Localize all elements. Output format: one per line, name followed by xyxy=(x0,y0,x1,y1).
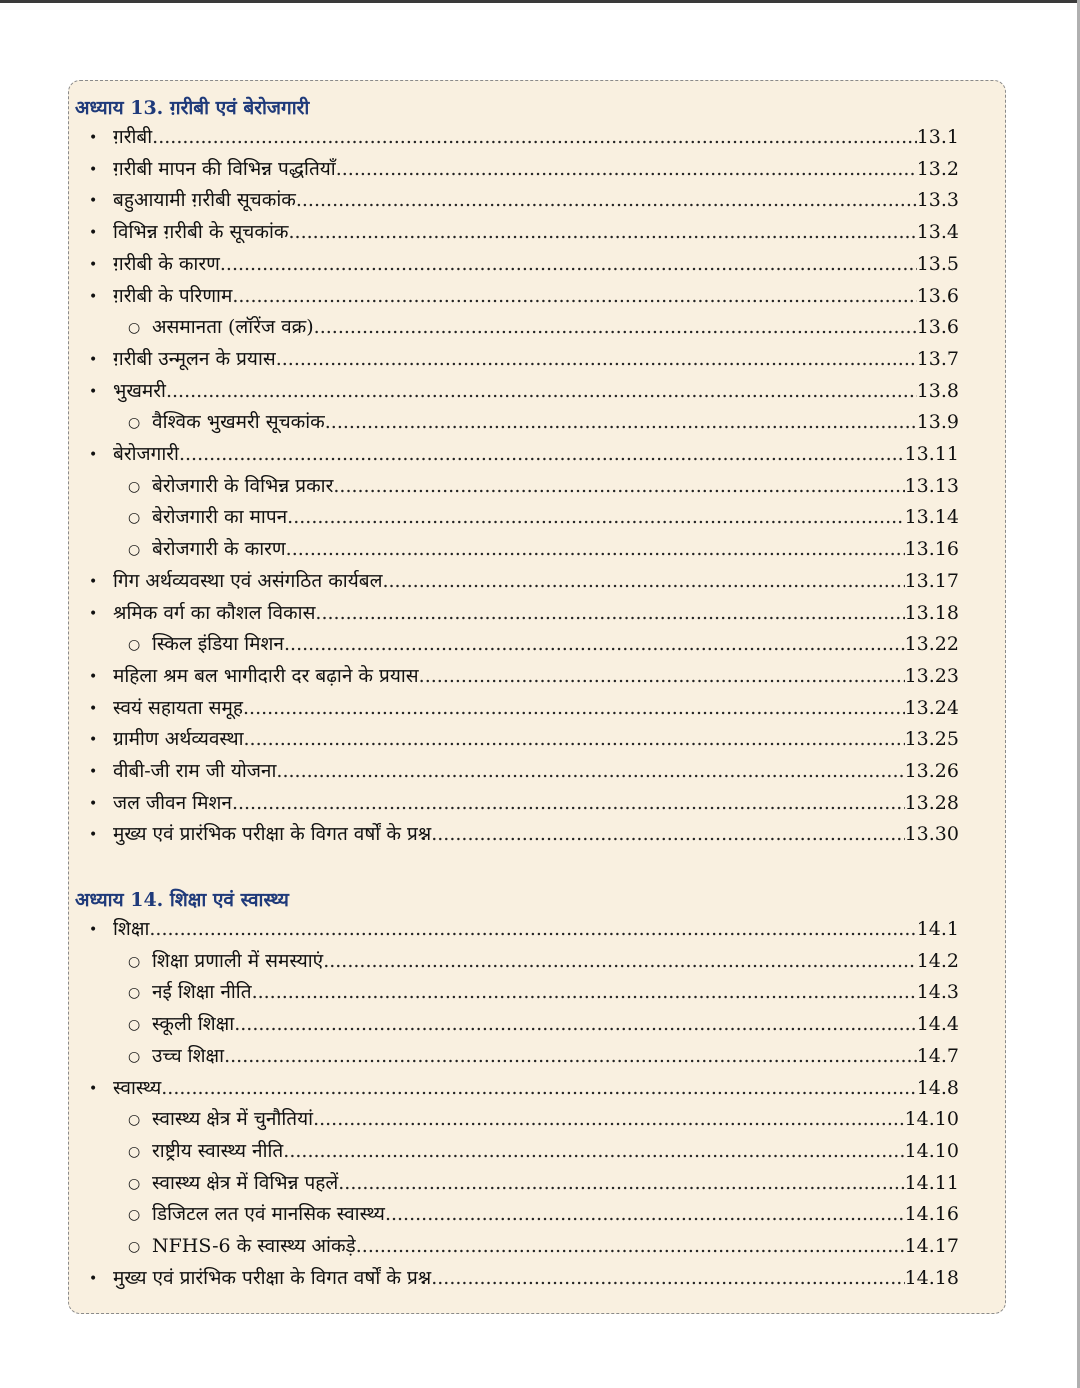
toc-page-number: 13.22 xyxy=(904,633,959,656)
toc-entry-label: मुख्य एवं प्रारंभिक परीक्षा के विगत वर्षों के प्रश्न xyxy=(113,1266,432,1289)
toc-entry[interactable] xyxy=(152,977,959,1009)
toc-entry[interactable] xyxy=(113,819,959,851)
toc-entry[interactable] xyxy=(152,1136,959,1168)
hollow-circle-icon: ○ xyxy=(128,985,141,1002)
toc-page-number: 14.17 xyxy=(904,1235,959,1257)
hollow-circle-icon: ○ xyxy=(128,1048,141,1065)
toc-entry-label: बेरोजगारी के विभिन्न प्रकार xyxy=(152,474,334,497)
hollow-circle-icon: ○ xyxy=(128,1175,141,1192)
bullet-icon: • xyxy=(89,161,98,178)
toc-entry-label: स्वास्थ्य xyxy=(113,1076,162,1099)
dot-leader xyxy=(333,471,904,503)
bullet-icon: • xyxy=(89,447,98,463)
toc-page-number: 14.8 xyxy=(916,1076,959,1099)
toc-entry[interactable] xyxy=(113,724,959,756)
toc-entry-label: स्कूली शिक्षा xyxy=(152,1013,235,1036)
dot-leader xyxy=(252,977,917,1009)
toc-entry-label: शिक्षा xyxy=(113,918,150,940)
toc-entry-label: डिजिटल लत एवं मानसिक स्वास्थ्य xyxy=(152,1203,385,1226)
toc-page-number: 13.5 xyxy=(916,252,959,275)
toc-entry-label: उच्च शिक्षा xyxy=(152,1044,225,1067)
dot-leader xyxy=(152,122,917,154)
toc-page-number: 14.7 xyxy=(916,1044,959,1067)
toc-entry-label: असमानता (लॉरेंज वक्र) xyxy=(152,316,314,339)
dot-leader xyxy=(296,185,917,217)
toc-entry-label: मुख्य एवं प्रारंभिक परीक्षा के विगत वर्षों के प्रश्न xyxy=(113,823,432,846)
bullet-icon: • xyxy=(89,700,98,717)
toc-page-number: 13.26 xyxy=(904,760,959,782)
toc-page-number: 14.4 xyxy=(916,1013,959,1036)
toc-entry[interactable] xyxy=(152,1199,959,1231)
bullet-icon: • xyxy=(89,256,98,273)
toc-entry-label: ग़रीबी मापन की विभिन्न पद्धतियाँ xyxy=(113,157,336,180)
toc-page-number: 14.3 xyxy=(916,981,959,1004)
toc-page-number: 13.16 xyxy=(904,538,959,561)
hollow-circle-icon: ○ xyxy=(128,510,141,527)
toc-entry[interactable] xyxy=(113,1073,959,1105)
toc-page-number: 13.30 xyxy=(904,823,959,846)
dot-leader xyxy=(431,819,904,851)
toc-page-number: 13.1 xyxy=(916,126,959,148)
toc-entry[interactable] xyxy=(152,629,959,661)
toc-entry-label: महिला श्रम बल भागीदारी दर बढ़ाने के प्रयास xyxy=(113,664,419,687)
dot-leader xyxy=(276,344,917,376)
toc-entry[interactable] xyxy=(152,946,959,978)
hollow-circle-icon: ○ xyxy=(128,1239,141,1255)
bullet-icon: • xyxy=(89,1080,98,1097)
dot-leader xyxy=(323,946,917,978)
toc-page-number: 14.2 xyxy=(916,949,959,972)
bullet-icon: • xyxy=(89,193,98,210)
hollow-circle-icon: ○ xyxy=(128,542,141,559)
toc-entry[interactable] xyxy=(113,154,959,186)
bullet-icon: • xyxy=(89,764,98,780)
toc-entry-label: स्वास्थ्य क्षेत्र में विभिन्न पहलें xyxy=(152,1171,339,1194)
table-of-contents xyxy=(68,80,1006,1314)
bullet-icon: • xyxy=(89,922,98,938)
hollow-circle-icon: ○ xyxy=(128,953,141,970)
toc-page-number: 14.18 xyxy=(904,1266,959,1289)
toc-entry[interactable] xyxy=(113,249,959,281)
toc-entry-label: बेरोजगारी के कारण xyxy=(152,538,286,561)
toc-entry[interactable] xyxy=(152,1104,959,1136)
bullet-icon: • xyxy=(89,573,98,590)
toc-entry[interactable] xyxy=(113,598,959,630)
toc-page-number: 13.6 xyxy=(916,284,959,307)
bullet-icon: • xyxy=(89,795,98,812)
toc-page-number: 13.9 xyxy=(916,411,959,434)
toc-entry[interactable] xyxy=(113,756,959,788)
toc-entry-label: ग़रीबी उन्मूलन के प्रयास xyxy=(113,347,276,370)
toc-page-number: 13.13 xyxy=(904,474,959,497)
dot-leader xyxy=(286,534,905,566)
toc-entry[interactable] xyxy=(113,217,959,249)
hollow-circle-icon: ○ xyxy=(128,1112,141,1129)
toc-entry-label: वीबी-जी राम जी योजना xyxy=(113,760,277,782)
toc-entry[interactable] xyxy=(152,502,959,534)
dot-leader xyxy=(284,629,905,661)
bullet-icon: • xyxy=(89,288,98,305)
toc-entry[interactable] xyxy=(113,788,959,820)
toc-entry-label: विभिन्न ग़रीबी के सूचकांक xyxy=(113,221,289,244)
bullet-icon: • xyxy=(89,668,98,685)
dot-leader xyxy=(234,1009,916,1041)
toc-entry-label: शिक्षा प्रणाली में समस्याएं xyxy=(152,949,324,972)
toc-page-number: 14.11 xyxy=(904,1171,959,1194)
toc-entry-label: स्किल इंडिया मिशन xyxy=(152,633,284,656)
toc-entry[interactable] xyxy=(152,471,959,503)
toc-page-number: 14.10 xyxy=(904,1139,959,1162)
hollow-circle-icon: ○ xyxy=(128,637,141,654)
dot-leader xyxy=(166,376,917,408)
dot-leader xyxy=(336,154,917,186)
toc-entry-label: जल जीवन मिशन xyxy=(113,791,232,814)
toc-entry[interactable] xyxy=(152,1009,959,1041)
hollow-circle-icon: ○ xyxy=(128,1017,141,1034)
bullet-icon: • xyxy=(89,1270,98,1287)
toc-entry[interactable] xyxy=(113,566,959,598)
toc-entry-label: बहुआयामी ग़रीबी सूचकांक xyxy=(113,189,296,212)
toc-entry[interactable] xyxy=(152,534,959,566)
dot-leader xyxy=(287,502,904,534)
hollow-circle-icon: ○ xyxy=(128,478,141,495)
bullet-icon: • xyxy=(89,732,98,749)
dot-leader xyxy=(356,1231,905,1263)
toc-page-number: 14.1 xyxy=(916,918,959,940)
toc-entry[interactable] xyxy=(113,439,959,471)
toc-entry-label: NFHS-6 के स्वास्थ्य आंकड़े xyxy=(152,1235,356,1257)
dot-leader xyxy=(419,661,905,693)
dot-leader xyxy=(315,598,904,630)
dot-leader xyxy=(220,249,917,281)
dot-leader xyxy=(283,1136,904,1168)
toc-entry-label: स्वास्थ्य क्षेत्र में चुनौतियां xyxy=(152,1108,314,1131)
toc-page-number: 13.24 xyxy=(904,696,959,719)
hollow-circle-icon: ○ xyxy=(128,415,141,432)
toc-page-number: 13.4 xyxy=(916,221,959,244)
dot-leader xyxy=(385,1199,905,1231)
toc-page-number: 13.17 xyxy=(904,569,959,592)
toc-entry[interactable] xyxy=(113,914,959,946)
bullet-icon: • xyxy=(89,827,98,844)
dot-leader xyxy=(232,281,916,313)
toc-entry[interactable] xyxy=(152,1231,959,1263)
toc-entry[interactable] xyxy=(152,312,959,344)
dot-leader xyxy=(243,693,905,725)
toc-entry[interactable] xyxy=(113,122,959,154)
dot-leader xyxy=(276,756,904,788)
toc-page-number: 13.3 xyxy=(916,189,959,212)
toc-entry[interactable] xyxy=(113,1263,959,1295)
toc-entry[interactable] xyxy=(113,693,959,725)
toc-entry-label: ग़रीबी के कारण xyxy=(113,252,220,275)
toc-entry-label: गिग अर्थव्यवस्था एवं असंगठित कार्यबल xyxy=(113,569,383,592)
dot-leader xyxy=(161,1073,916,1105)
dot-leader xyxy=(288,217,916,249)
dot-leader xyxy=(149,914,916,946)
toc-entry-label: स्वयं सहायता समूह xyxy=(113,696,243,719)
hollow-circle-icon: ○ xyxy=(128,320,141,337)
toc-entry-label: राष्ट्रीय स्वास्थ्य नीति xyxy=(152,1139,284,1162)
dot-leader xyxy=(224,1041,917,1073)
dot-leader xyxy=(244,724,905,756)
toc-page-number: 14.16 xyxy=(904,1203,959,1226)
bullet-icon: • xyxy=(89,225,98,242)
top-edge-line xyxy=(0,0,1080,3)
toc-entry-label: श्रमिक वर्ग का कौशल विकास xyxy=(113,601,316,624)
toc-entry-label: ग्रामीण अर्थव्यवस्था xyxy=(113,728,244,751)
toc-entry[interactable] xyxy=(113,344,959,376)
dot-leader xyxy=(232,788,905,820)
toc-entry[interactable] xyxy=(113,185,959,217)
hollow-circle-icon: ○ xyxy=(128,1143,141,1160)
dot-leader xyxy=(314,312,917,344)
toc-entry[interactable] xyxy=(152,1168,959,1200)
toc-entry-label: ग़रीबी के परिणाम xyxy=(113,284,233,307)
toc-entry[interactable] xyxy=(113,376,959,408)
toc-page-number: 13.6 xyxy=(916,316,959,339)
dot-leader xyxy=(431,1263,904,1295)
chapter-title: अध्याय 13. ग़रीबी एवं बेरोजगारी xyxy=(75,97,310,119)
toc-page-number: 13.25 xyxy=(904,728,959,751)
toc-entry-label: नई शिक्षा नीति xyxy=(152,981,252,1004)
toc-entry-label: वैश्विक भुखमरी सूचकांक xyxy=(152,411,325,434)
toc-page-number: 14.10 xyxy=(904,1108,959,1131)
toc-page-number: 13.18 xyxy=(904,601,959,624)
toc-page-number: 13.23 xyxy=(904,664,959,687)
toc-entry[interactable] xyxy=(113,281,959,313)
dot-leader xyxy=(325,407,917,439)
dot-leader xyxy=(313,1104,905,1136)
hollow-circle-icon: ○ xyxy=(128,1207,141,1224)
bullet-icon: • xyxy=(89,351,98,368)
toc-entry[interactable] xyxy=(152,407,959,439)
toc-entry-label: ग़रीबी xyxy=(113,126,153,148)
dot-leader xyxy=(338,1168,904,1200)
toc-page-number: 13.11 xyxy=(904,443,959,465)
toc-page-number: 13.14 xyxy=(904,506,959,529)
toc-entry[interactable] xyxy=(152,1041,959,1073)
toc-page-number: 13.8 xyxy=(916,379,959,402)
toc-entry-label: बेरोजगारी xyxy=(113,443,179,465)
dot-leader xyxy=(179,439,905,471)
bullet-icon: • xyxy=(89,605,98,622)
bullet-icon: • xyxy=(89,383,98,400)
toc-entry-label: भुखमरी xyxy=(113,379,166,402)
toc-entry-label: बेरोजगारी का मापन xyxy=(152,506,288,529)
bullet-icon: • xyxy=(89,130,98,146)
toc-page-number: 13.28 xyxy=(904,791,959,814)
chapter-title: अध्याय 14. शिक्षा एवं स्वास्थ्य xyxy=(75,889,289,911)
dot-leader xyxy=(382,566,904,598)
toc-entry[interactable] xyxy=(113,661,959,693)
toc-page-number: 13.7 xyxy=(916,347,959,370)
toc-page-number: 13.2 xyxy=(916,157,959,180)
